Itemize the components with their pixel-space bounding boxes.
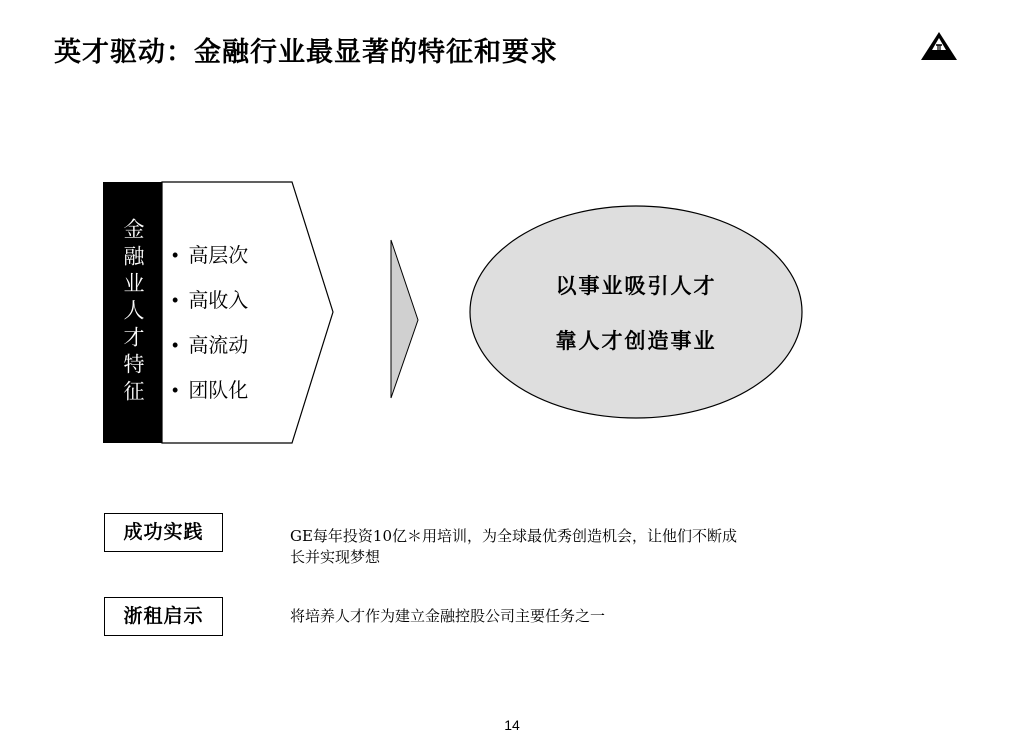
talent-feature-label: 金融业人才特征 xyxy=(121,218,145,407)
feature-list xyxy=(172,232,248,412)
arrow-triangle-icon xyxy=(391,240,418,398)
zheshu-insight-text: 将培养人才作为建立金融控股公司主要任务之一 xyxy=(290,607,606,625)
success-practice-text: GE每年投资10亿＊用培训，为全球最优秀创造机会，让他们不断成长并实现梦想 xyxy=(290,527,738,566)
principle-text xyxy=(470,268,802,378)
zheshu-insight-label: 浙租启示 xyxy=(104,597,223,636)
list-item: • 高流动 xyxy=(172,322,248,367)
principle-line: 靠人才创造事业 xyxy=(555,328,717,353)
list-item: • 高层次 xyxy=(172,232,248,277)
success-practice-label: 成功实践 xyxy=(104,513,223,552)
list-item: • 团队化 xyxy=(172,367,248,412)
page-number: 14 xyxy=(504,717,520,733)
list-item: • 高收入 xyxy=(172,277,248,322)
principle-line: 以事业吸引人才 xyxy=(555,273,717,298)
page-title: 英才驱动：金融行业最显著的特征和要求 xyxy=(54,37,558,68)
